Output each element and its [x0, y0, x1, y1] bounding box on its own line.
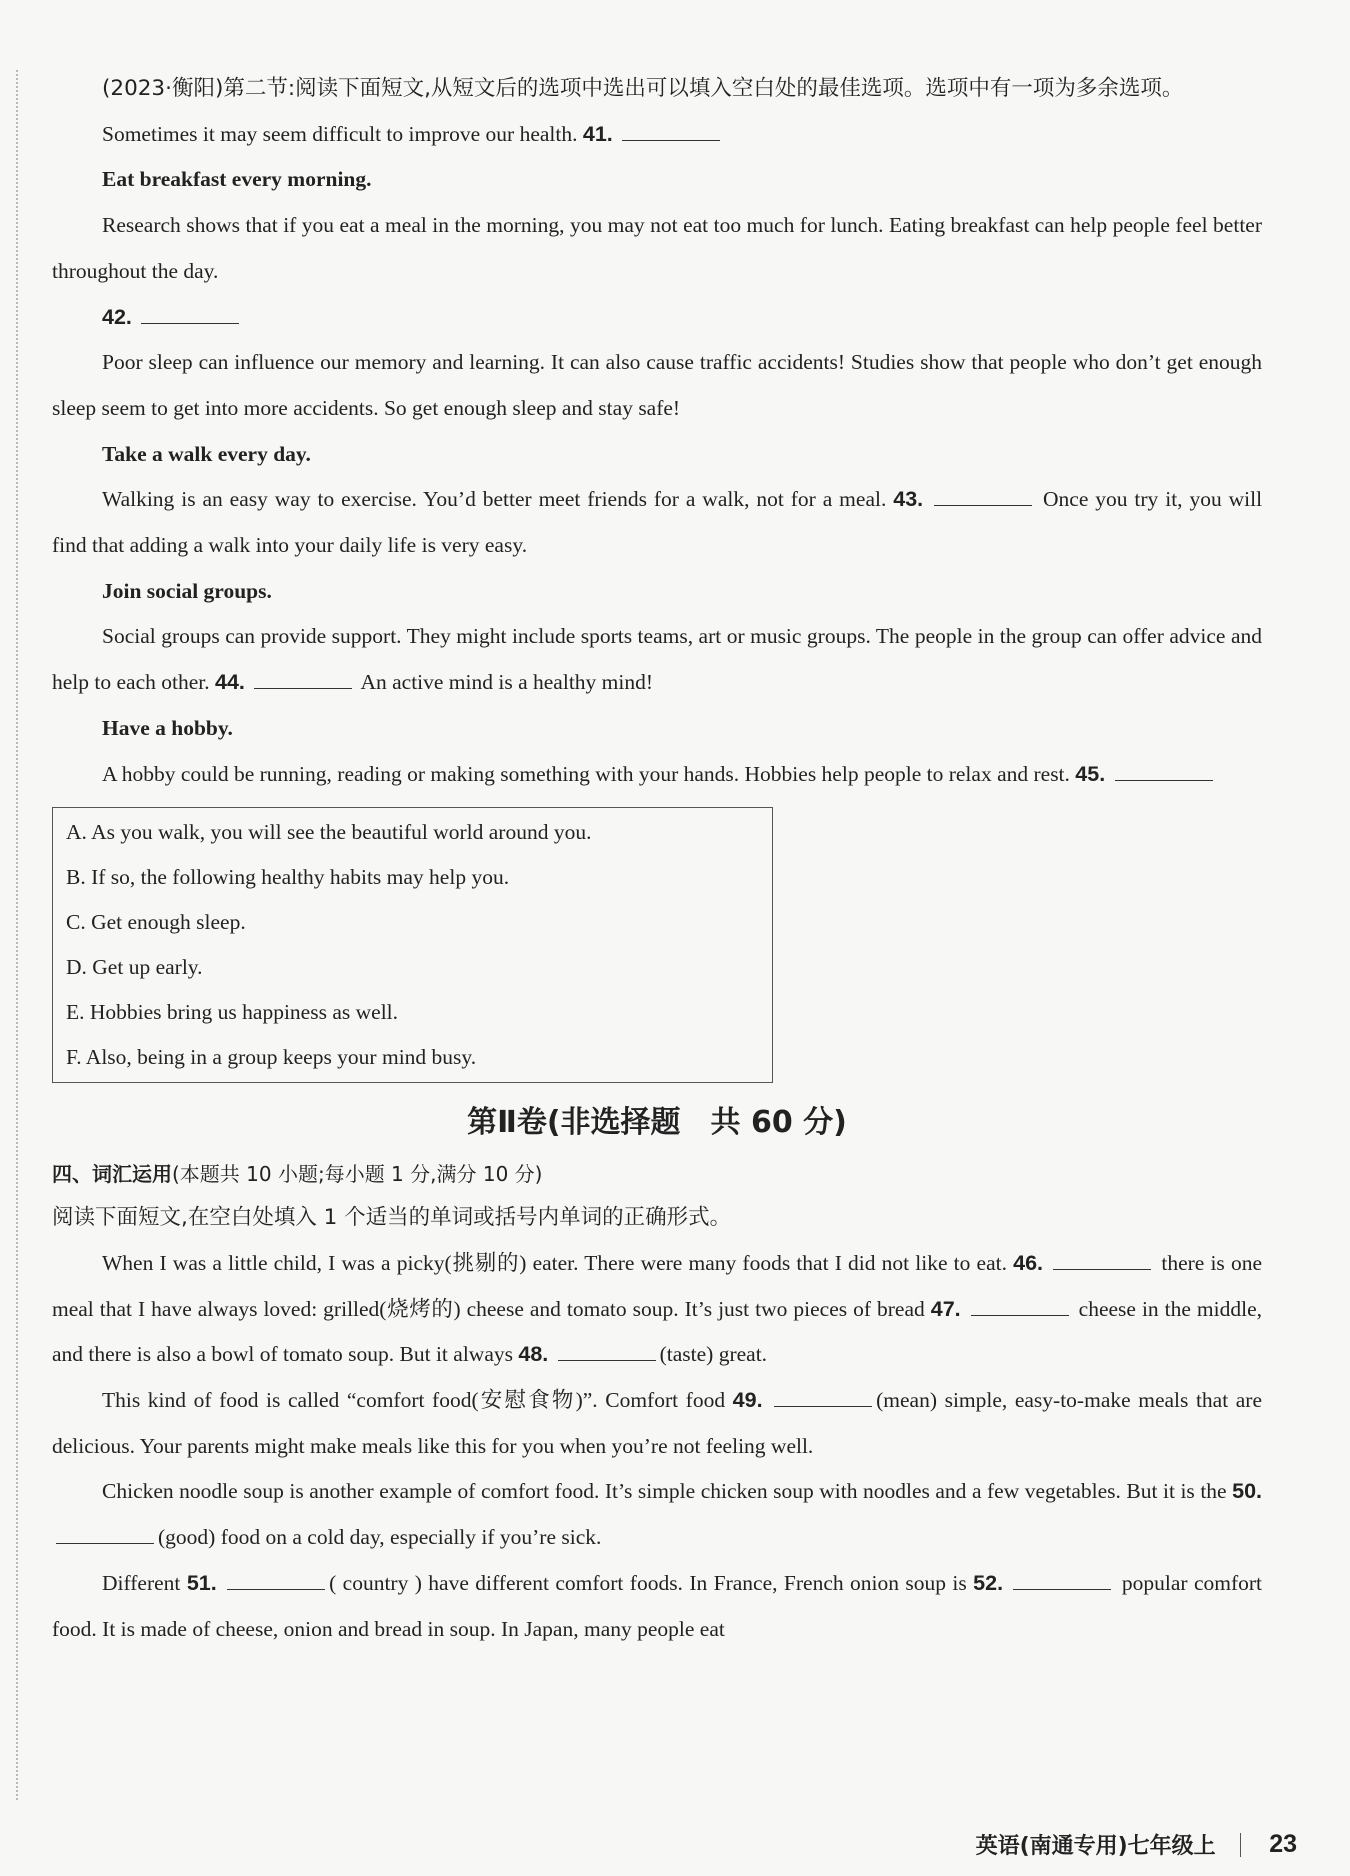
answer-blank-51[interactable]	[227, 1566, 325, 1590]
cloze-paragraph-3: Chicken noodle soup is another example of comfort food. It’s simple chicken soup with noodles and a few vegetables. But it is the 50. (good) food on a cold day, especially if you’re sick.	[52, 1469, 1262, 1560]
option-a: A. As you walk, you will see the beautiful world around you.	[66, 820, 592, 845]
question-number-45: 45.	[1075, 761, 1106, 786]
reading-instruction: (2023·衡阳)第二节:阅读下面短文,从短文后的选项中选出可以填入空白处的最佳选项。选项中有一项为多余选项。	[102, 76, 1184, 101]
option-f: F. Also, being in a group keeps your mind busy.	[66, 1045, 477, 1070]
options-box	[52, 807, 773, 1083]
passage-paragraph-5: Social groups can provide support. They might include sports teams, art or music groups. The people in the group can offer advice and help to each other. 44. An active mind is a healthy mind!	[52, 624, 1262, 695]
section-title: 第Ⅱ卷(非选择题 共 60 分)	[467, 1105, 847, 1141]
question-number-41: 41.	[582, 121, 613, 146]
question-number-44: 44.	[214, 670, 245, 695]
passage-paragraph-4: Walking is an easy way to exercise. You’d better meet friends for a walk, not for a meal. 43. Once you try it, you will find that adding a walk into your daily life is very easy.	[52, 477, 1262, 568]
answer-blank-45[interactable]	[1115, 757, 1213, 781]
subheading-walk: Take a walk every day.	[102, 441, 311, 466]
question-number-42: 42.	[102, 304, 132, 329]
option-e: E. Hobbies bring us happiness as well.	[66, 1000, 399, 1025]
passage-paragraph-1: Sometimes it may seem difficult to improve our health. 41.	[52, 112, 1262, 158]
answer-blank-43[interactable]	[934, 483, 1032, 507]
question-number-43: 43.	[893, 487, 924, 512]
answer-blank-44[interactable]	[254, 666, 352, 690]
page-footer	[976, 1829, 1297, 1860]
footer-subject: 英语(南通专用)七年级上	[975, 1834, 1216, 1859]
passage-paragraph-3: Poor sleep can influence our memory and learning. It can also cause traffic accidents! Studies show that people who don’t get enough sleep seem to get into more accidents. So get enough sleep and stay safe!	[52, 350, 1262, 420]
answer-blank-50[interactable]	[56, 1521, 154, 1545]
binding-margin-line	[16, 70, 20, 1800]
passage-paragraph-6: A hobby could be running, reading or making something with your hands. Hobbies help people to relax and rest. 45.	[52, 752, 1262, 798]
answer-blank-42[interactable]	[141, 300, 239, 324]
page-content	[52, 66, 1262, 1652]
question-number-49: 49.	[732, 1388, 763, 1413]
answer-blank-41[interactable]	[622, 117, 720, 141]
question-number-48: 48.	[518, 1342, 549, 1367]
footer-divider	[1240, 1833, 1242, 1857]
vocabulary-instruction: 阅读下面短文,在空白处填入 1 个适当的单词或括号内单词的正确形式。	[52, 1205, 732, 1231]
question-number-46: 46.	[1013, 1250, 1044, 1275]
subheading-breakfast: Eat breakfast every morning.	[102, 167, 372, 192]
option-d: D. Get up early.	[66, 955, 203, 980]
option-c: C. Get enough sleep.	[66, 910, 246, 935]
question-number-47: 47.	[930, 1296, 961, 1321]
question-number-50: 50.	[1232, 1479, 1263, 1504]
question-number-52: 52.	[973, 1570, 1004, 1595]
answer-blank-46[interactable]	[1053, 1246, 1151, 1270]
cloze-paragraph-4: Different 51. ( country ) have different comfort foods. In France, French onion soup is 52. popular comfort food. It is made of cheese, onion and bread in soup. In Japan, many people eat	[52, 1561, 1262, 1652]
part-title: 四、词汇运用(本题共 10 小题;每小题 1 分,满分 10 分)	[52, 1162, 543, 1187]
subheading-hobby: Have a hobby.	[102, 715, 233, 740]
subheading-social-groups: Join social groups.	[102, 578, 272, 603]
option-b: B. If so, the following healthy habits may help you.	[66, 865, 510, 890]
answer-blank-52[interactable]	[1013, 1566, 1111, 1590]
answer-blank-48[interactable]	[558, 1338, 656, 1362]
subheading-blank-42	[52, 295, 1262, 341]
cloze-paragraph-1: When I was a little child, I was a picky(挑剔的) eater. There were many foods that I did not like to eat. 46. there is one meal that I have always loved: grilled(烧烤的) cheese and tomato soup. It’s just two pieces of bread 47. cheese in the middle, and there is also a bowl of tomato soup. But it always 48. (taste) great.	[52, 1241, 1262, 1378]
answer-blank-47[interactable]	[971, 1292, 1069, 1316]
page-number: 23	[1269, 1830, 1297, 1858]
cloze-paragraph-2: This kind of food is called “comfort food(安慰食物)”. Comfort food 49. (mean) simple, easy-to-make meals that are delicious. Your parents might make meals like this for you when you’re not feeling well.	[52, 1378, 1262, 1469]
answer-blank-49[interactable]	[774, 1384, 872, 1408]
passage-paragraph-2: Research shows that if you eat a meal in the morning, you may not eat too much for lunch. Eating breakfast can help people feel better throughout the day.	[52, 213, 1262, 283]
question-number-51: 51.	[186, 1570, 217, 1595]
